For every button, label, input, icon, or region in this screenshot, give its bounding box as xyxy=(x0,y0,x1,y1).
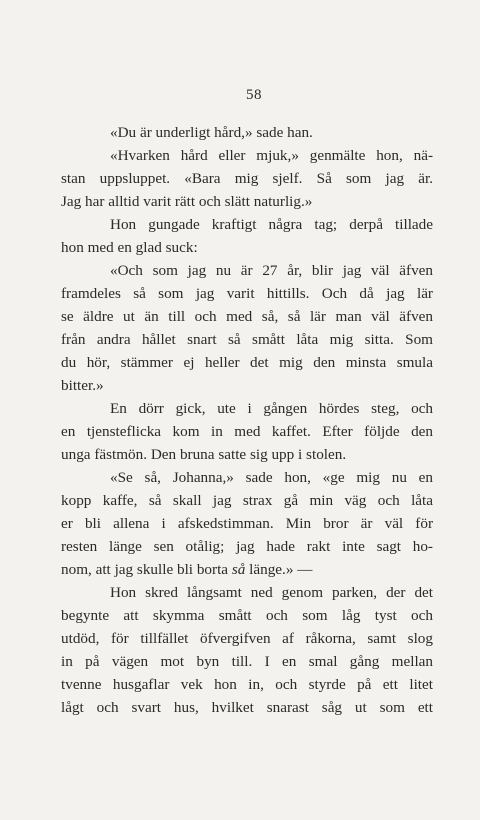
text-segment: nom, att jag skulle bli borta xyxy=(61,561,229,578)
text-line: hon med en glad suck: xyxy=(61,239,198,256)
text-line: «Se så, Johanna,» sade hon, «ge mig nu en xyxy=(110,469,433,486)
text-line: resten länge sen otålig; jag hade rakt inte sagt ho- xyxy=(61,538,433,555)
text-line: Hon skred långsamt ned genom parken, der det xyxy=(110,584,433,601)
text-line: En dörr gick, ute i gången hördes steg, och xyxy=(110,400,433,417)
text-line: se äldre ut än till och med så, så lär man väl äfven xyxy=(61,308,433,325)
text-line xyxy=(61,558,433,581)
text-line: en tjensteflicka kom in med kaffet. Efter följde den xyxy=(61,423,433,440)
text-line: in på vägen mot byn till. I en smal gång mellan xyxy=(61,653,433,670)
text-line: Jag har alltid varit rätt och slätt naturlig.» xyxy=(61,193,313,210)
text-line: «Hvarken hård eller mjuk,» genmälte hon, nä- xyxy=(110,147,433,164)
text-line: du hör, stämmer ej heller det mig den minsta smula xyxy=(61,354,433,371)
text-line: bitter.» xyxy=(61,377,104,394)
italic-word: så xyxy=(231,561,246,578)
text-line: «Och som jag nu är 27 år, blir jag väl äfven xyxy=(110,262,433,279)
text-line: kopp kaffe, så skall jag strax gå min väg och låta xyxy=(61,492,433,509)
text-segment: länge.» — xyxy=(249,561,313,578)
text-line: Hon gungade kraftigt några tag; derpå tillade xyxy=(110,216,433,233)
text-line: er bli allena i afskedstimman. Min bror är väl för xyxy=(61,515,433,532)
text-line: framdeles så som jag varit hittills. Och då jag lär xyxy=(61,285,433,302)
text-line: stan uppsluppet. «Bara mig sjelf. Så som jag är. xyxy=(61,170,433,187)
text-line: unga fästmön. Den bruna satte sig upp i stolen. xyxy=(61,446,347,463)
text-line: «Du är underligt hård,» sade han. xyxy=(110,124,313,141)
text-line: lågt och svart hus, hvilket snarast såg ut som ett xyxy=(61,699,433,716)
text-line: begynte att skymma smått och som låg tyst och xyxy=(61,607,433,624)
text-line: tvenne husgaflar vek hon in, och styrde på ett litet xyxy=(61,676,433,693)
page-number: 58 xyxy=(246,87,262,103)
text-line: från andra hållet snart så smått låta mig sitta. Som xyxy=(61,331,433,348)
text-line: utdöd, för tillfället öfvergifven af råkorna, samt slog xyxy=(61,630,433,647)
